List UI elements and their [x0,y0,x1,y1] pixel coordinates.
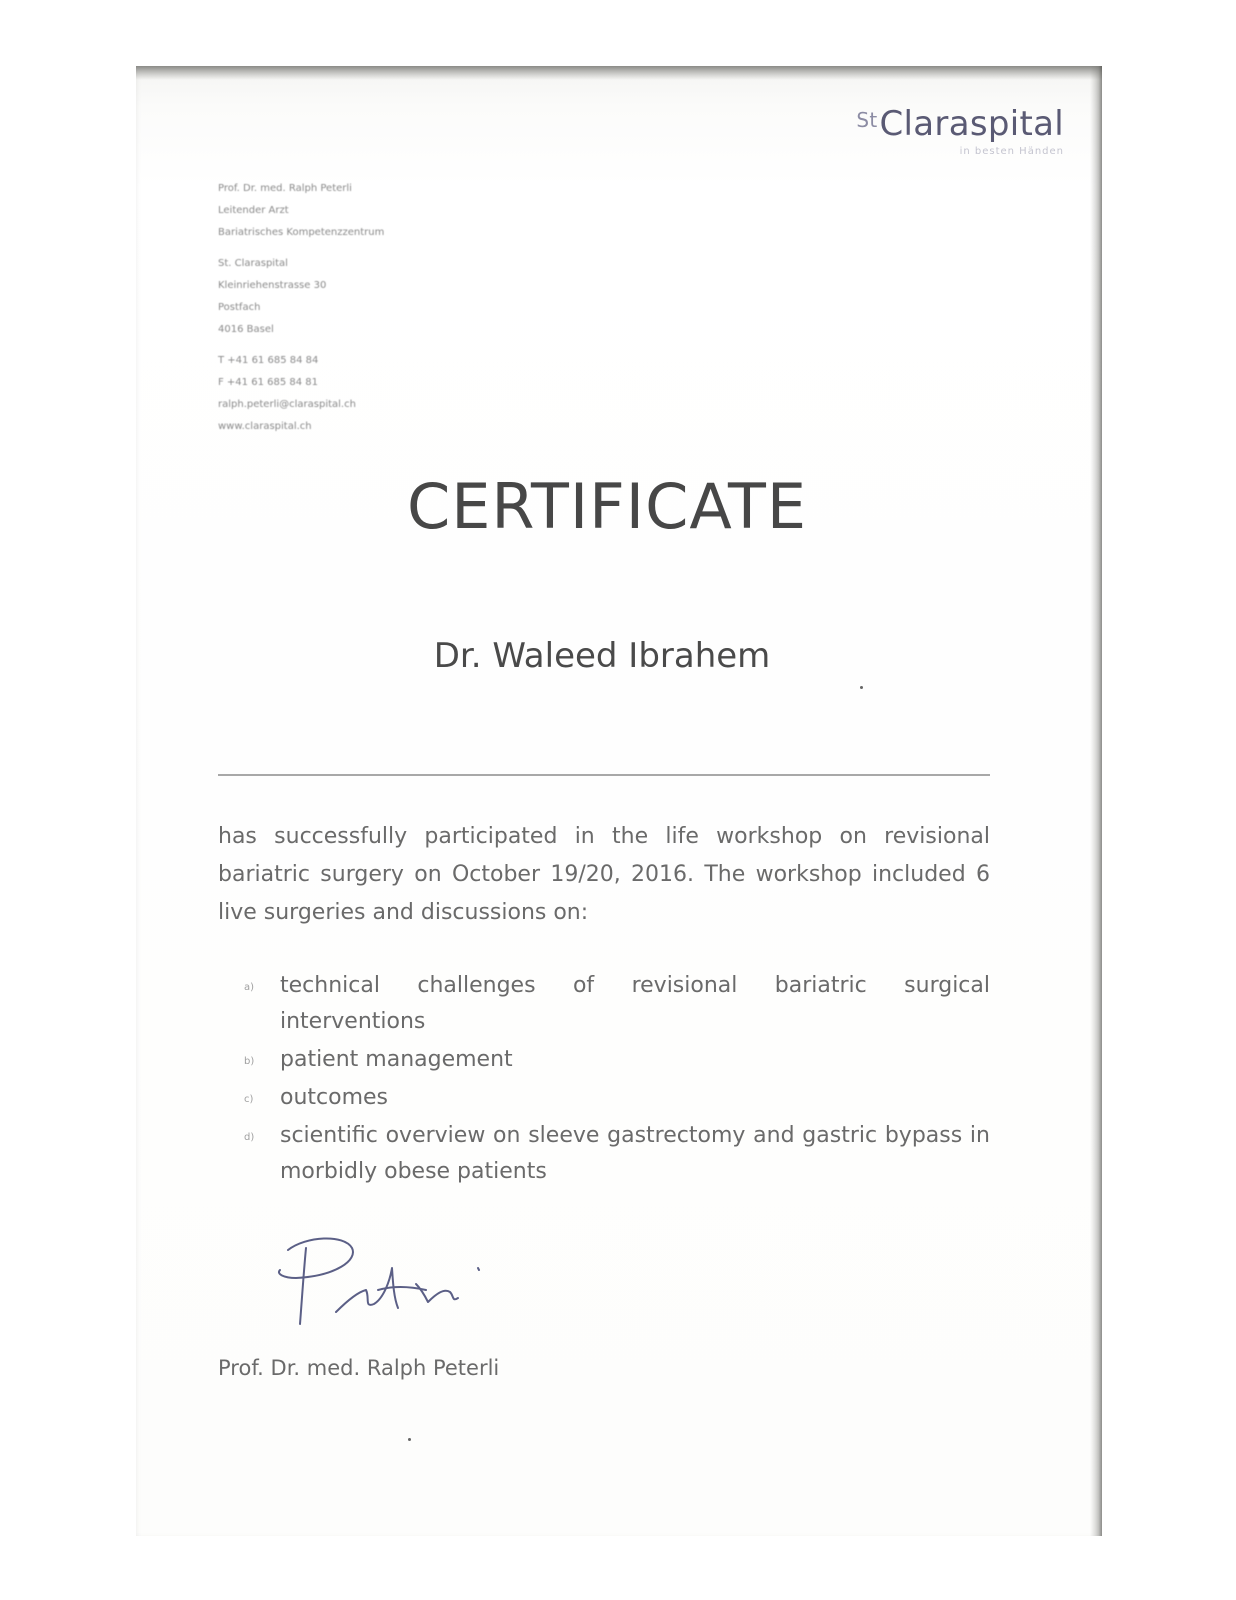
sender-person-block [218,178,518,244]
list-item [244,1080,990,1116]
paper-right-shadow [1090,66,1102,1536]
topics-list [244,968,990,1192]
recipient-name: Dr. Waleed Ibrahem [433,636,771,676]
website: www.claraspital.ch [218,421,312,432]
certificate-sheet [136,66,1102,1536]
address-line: St. Claraspital [218,258,288,269]
certificate-intro: has successfully participated in the life workshop on revisional bariatric surgery on October 19/20, 2016. The workshop included 6 live surgeries and discussions on: [218,824,990,925]
handwritten-signature [266,1228,526,1338]
email: ralph.peterli@claraspital.ch [218,399,356,410]
paper-top-shadow [136,66,1102,80]
topic-text: outcomes [280,1085,389,1110]
list-item [244,1118,990,1190]
list-marker: b) [244,1056,255,1067]
sender-details [218,178,518,447]
address-line: 4016 Basel [218,324,274,335]
address-line: Kleinriehenstrasse 30 [218,280,327,291]
sender-department: Bariatrisches Kompetenzzentrum [218,227,385,238]
sender-contact-block [218,350,518,438]
paper-speck [860,686,863,689]
sender-role: Leitender Arzt [218,205,289,216]
logo-name: Claraspital [879,104,1064,144]
sender-address-block [218,253,518,341]
list-marker: d) [244,1132,255,1143]
certificate-title: CERTIFICATE [406,470,808,543]
list-item [244,968,990,1040]
divider-line [218,774,990,776]
st-logo-icon: St [856,108,878,132]
list-marker: c) [244,1094,254,1105]
topic-text-line2: interventions [280,1009,426,1034]
signer-name: Prof. Dr. med. Ralph Peterli [218,1356,500,1380]
topic-text-line1: technical challenges of revisional bariatric surgical [280,973,990,998]
phone: T +41 61 685 84 84 [218,355,319,366]
list-marker: a) [244,982,255,993]
fax: F +41 61 685 84 81 [218,377,319,388]
paper-speck [408,1438,411,1441]
logo-tagline: in besten Händen [959,146,1064,157]
address-line: Postfach [218,302,261,313]
topic-text: scientific overview on sleeve gastrectomy and gastric bypass in morbidly obese patients [280,1123,990,1184]
sender-name: Prof. Dr. med. Ralph Peterli [218,183,352,194]
topic-text: patient management [280,1047,513,1072]
list-item [244,1042,990,1078]
claraspital-logo [844,104,1064,157]
